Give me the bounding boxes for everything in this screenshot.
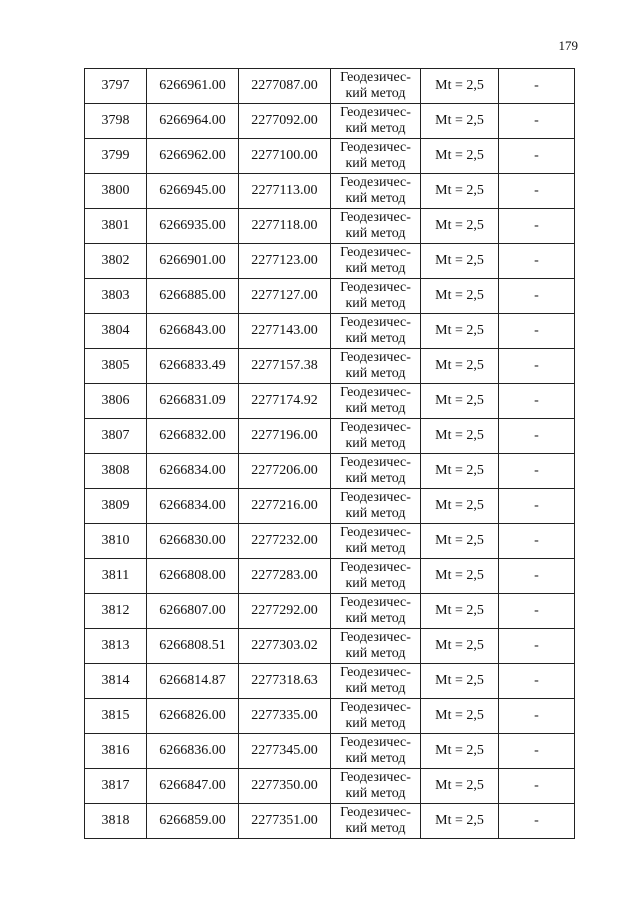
note-cell: -: [499, 279, 575, 314]
accuracy-cell: Mt = 2,5: [421, 384, 499, 419]
y-coordinate-cell: 2277157.38: [239, 349, 331, 384]
method-text-line: кий метод: [345, 471, 406, 486]
method-cell: [331, 314, 421, 349]
x-coordinate-cell: 6266833.49: [147, 349, 239, 384]
method-text-line: кий метод: [345, 716, 406, 731]
y-coordinate-cell: 2277283.00: [239, 559, 331, 594]
accuracy-cell: Mt = 2,5: [421, 594, 499, 629]
y-coordinate-cell: 2277123.00: [239, 244, 331, 279]
method-text-line: Геодезичес-: [340, 700, 411, 715]
method-cell: [331, 174, 421, 209]
y-coordinate-cell: 2277087.00: [239, 69, 331, 104]
method-text-line: Геодезичес-: [340, 140, 411, 155]
x-coordinate-cell: 6266847.00: [147, 769, 239, 804]
method-text-line: Геодезичес-: [340, 455, 411, 470]
y-coordinate-cell: 2277318.63: [239, 664, 331, 699]
note-cell: -: [499, 349, 575, 384]
note-cell: -: [499, 104, 575, 139]
point-number-cell: 3797: [85, 69, 147, 104]
method-text-line: Геодезичес-: [340, 420, 411, 435]
method-cell: [331, 419, 421, 454]
method-text-line: Геодезичес-: [340, 490, 411, 505]
table-row: [85, 629, 575, 664]
method-text-line: кий метод: [345, 296, 406, 311]
table-row: [85, 104, 575, 139]
method-cell: [331, 524, 421, 559]
y-coordinate-cell: 2277350.00: [239, 769, 331, 804]
table-row: [85, 349, 575, 384]
page-number: 179: [558, 38, 578, 53]
table-row: [85, 69, 575, 104]
x-coordinate-cell: 6266832.00: [147, 419, 239, 454]
point-number-cell: 3812: [85, 594, 147, 629]
accuracy-cell: Mt = 2,5: [421, 489, 499, 524]
point-number-cell: 3802: [85, 244, 147, 279]
y-coordinate-cell: 2277196.00: [239, 419, 331, 454]
y-coordinate-cell: 2277345.00: [239, 734, 331, 769]
point-number-cell: 3815: [85, 699, 147, 734]
note-cell: -: [499, 419, 575, 454]
x-coordinate-cell: 6266964.00: [147, 104, 239, 139]
accuracy-cell: Mt = 2,5: [421, 629, 499, 664]
y-coordinate-cell: 2277232.00: [239, 524, 331, 559]
x-coordinate-cell: 6266962.00: [147, 139, 239, 174]
accuracy-cell: Mt = 2,5: [421, 769, 499, 804]
point-number-cell: 3801: [85, 209, 147, 244]
point-number-cell: 3808: [85, 454, 147, 489]
method-cell: [331, 349, 421, 384]
accuracy-cell: Mt = 2,5: [421, 524, 499, 559]
table-row: [85, 419, 575, 454]
method-cell: [331, 629, 421, 664]
method-text-line: кий метод: [345, 121, 406, 136]
note-cell: -: [499, 594, 575, 629]
table-row: [85, 804, 575, 839]
y-coordinate-cell: 2277118.00: [239, 209, 331, 244]
method-cell: [331, 209, 421, 244]
method-text-line: кий метод: [345, 576, 406, 591]
method-text-line: Геодезичес-: [340, 350, 411, 365]
method-text-line: кий метод: [345, 156, 406, 171]
y-coordinate-cell: 2277292.00: [239, 594, 331, 629]
point-number-cell: 3810: [85, 524, 147, 559]
x-coordinate-cell: 6266830.00: [147, 524, 239, 559]
note-cell: -: [499, 244, 575, 279]
table-row: [85, 174, 575, 209]
note-cell: -: [499, 209, 575, 244]
method-text-line: кий метод: [345, 786, 406, 801]
point-number-cell: 3807: [85, 419, 147, 454]
method-text-line: кий метод: [345, 261, 406, 276]
point-number-cell: 3800: [85, 174, 147, 209]
accuracy-cell: Mt = 2,5: [421, 349, 499, 384]
method-text-line: Геодезичес-: [340, 280, 411, 295]
method-text-line: кий метод: [345, 366, 406, 381]
method-cell: [331, 594, 421, 629]
x-coordinate-cell: 6266945.00: [147, 174, 239, 209]
method-cell: [331, 804, 421, 839]
accuracy-cell: Mt = 2,5: [421, 174, 499, 209]
x-coordinate-cell: 6266901.00: [147, 244, 239, 279]
point-number-cell: 3814: [85, 664, 147, 699]
method-text-line: Геодезичес-: [340, 70, 411, 85]
point-number-cell: 3798: [85, 104, 147, 139]
point-number-cell: 3806: [85, 384, 147, 419]
method-text-line: Геодезичес-: [340, 175, 411, 190]
x-coordinate-cell: 6266807.00: [147, 594, 239, 629]
accuracy-cell: Mt = 2,5: [421, 279, 499, 314]
table-row: [85, 244, 575, 279]
y-coordinate-cell: 2277206.00: [239, 454, 331, 489]
method-cell: [331, 454, 421, 489]
point-number-cell: 3818: [85, 804, 147, 839]
point-number-cell: 3804: [85, 314, 147, 349]
note-cell: -: [499, 384, 575, 419]
method-text-line: кий метод: [345, 751, 406, 766]
method-text-line: кий метод: [345, 611, 406, 626]
method-cell: [331, 699, 421, 734]
method-text-line: кий метод: [345, 541, 406, 556]
method-text-line: кий метод: [345, 506, 406, 521]
method-cell: [331, 734, 421, 769]
method-text-line: Геодезичес-: [340, 805, 411, 820]
method-text-line: кий метод: [345, 226, 406, 241]
x-coordinate-cell: 6266836.00: [147, 734, 239, 769]
note-cell: -: [499, 139, 575, 174]
table-row: [85, 139, 575, 174]
x-coordinate-cell: 6266826.00: [147, 699, 239, 734]
note-cell: -: [499, 804, 575, 839]
method-cell: [331, 279, 421, 314]
note-cell: -: [499, 69, 575, 104]
x-coordinate-cell: 6266935.00: [147, 209, 239, 244]
method-cell: [331, 139, 421, 174]
table-row: [85, 769, 575, 804]
note-cell: -: [499, 734, 575, 769]
note-cell: -: [499, 559, 575, 594]
table-row: [85, 454, 575, 489]
x-coordinate-cell: 6266808.00: [147, 559, 239, 594]
y-coordinate-cell: 2277143.00: [239, 314, 331, 349]
method-text-line: кий метод: [345, 86, 406, 101]
method-text-line: кий метод: [345, 646, 406, 661]
point-number-cell: 3811: [85, 559, 147, 594]
method-text-line: Геодезичес-: [340, 105, 411, 120]
table-row: [85, 524, 575, 559]
method-text-line: кий метод: [345, 401, 406, 416]
y-coordinate-cell: 2277351.00: [239, 804, 331, 839]
method-cell: [331, 244, 421, 279]
table-row: [85, 559, 575, 594]
table-row: [85, 594, 575, 629]
method-text-line: кий метод: [345, 821, 406, 836]
method-cell: [331, 559, 421, 594]
accuracy-cell: Mt = 2,5: [421, 244, 499, 279]
point-number-cell: 3813: [85, 629, 147, 664]
coordinates-table: [84, 68, 575, 839]
method-text-line: Геодезичес-: [340, 735, 411, 750]
accuracy-cell: Mt = 2,5: [421, 699, 499, 734]
table-row: [85, 384, 575, 419]
y-coordinate-cell: 2277174.92: [239, 384, 331, 419]
x-coordinate-cell: 6266834.00: [147, 454, 239, 489]
method-text-line: кий метод: [345, 191, 406, 206]
point-number-cell: 3799: [85, 139, 147, 174]
point-number-cell: 3816: [85, 734, 147, 769]
x-coordinate-cell: 6266843.00: [147, 314, 239, 349]
accuracy-cell: Mt = 2,5: [421, 804, 499, 839]
note-cell: -: [499, 174, 575, 209]
point-number-cell: 3809: [85, 489, 147, 524]
method-cell: [331, 69, 421, 104]
accuracy-cell: Mt = 2,5: [421, 314, 499, 349]
note-cell: -: [499, 699, 575, 734]
x-coordinate-cell: 6266808.51: [147, 629, 239, 664]
method-text-line: Геодезичес-: [340, 210, 411, 225]
y-coordinate-cell: 2277335.00: [239, 699, 331, 734]
x-coordinate-cell: 6266961.00: [147, 69, 239, 104]
method-cell: [331, 384, 421, 419]
y-coordinate-cell: 2277092.00: [239, 104, 331, 139]
point-number-cell: 3805: [85, 349, 147, 384]
x-coordinate-cell: 6266831.09: [147, 384, 239, 419]
method-text-line: кий метод: [345, 436, 406, 451]
accuracy-cell: Mt = 2,5: [421, 664, 499, 699]
method-text-line: кий метод: [345, 681, 406, 696]
table-row: [85, 279, 575, 314]
method-text-line: Геодезичес-: [340, 665, 411, 680]
note-cell: -: [499, 314, 575, 349]
table-row: [85, 734, 575, 769]
method-text-line: Геодезичес-: [340, 385, 411, 400]
y-coordinate-cell: 2277113.00: [239, 174, 331, 209]
note-cell: -: [499, 664, 575, 699]
table-row: [85, 209, 575, 244]
method-cell: [331, 104, 421, 139]
accuracy-cell: Mt = 2,5: [421, 734, 499, 769]
note-cell: -: [499, 629, 575, 664]
table-row: [85, 664, 575, 699]
accuracy-cell: Mt = 2,5: [421, 104, 499, 139]
note-cell: -: [499, 769, 575, 804]
accuracy-cell: Mt = 2,5: [421, 209, 499, 244]
y-coordinate-cell: 2277127.00: [239, 279, 331, 314]
x-coordinate-cell: 6266885.00: [147, 279, 239, 314]
accuracy-cell: Mt = 2,5: [421, 69, 499, 104]
method-text-line: Геодезичес-: [340, 315, 411, 330]
x-coordinate-cell: 6266859.00: [147, 804, 239, 839]
method-cell: [331, 489, 421, 524]
note-cell: -: [499, 454, 575, 489]
method-text-line: Геодезичес-: [340, 245, 411, 260]
accuracy-cell: Mt = 2,5: [421, 454, 499, 489]
coordinates-table-body: [85, 69, 575, 839]
method-text-line: Геодезичес-: [340, 630, 411, 645]
method-text-line: Геодезичес-: [340, 525, 411, 540]
x-coordinate-cell: 6266834.00: [147, 489, 239, 524]
method-text-line: Геодезичес-: [340, 770, 411, 785]
table-row: [85, 314, 575, 349]
accuracy-cell: Mt = 2,5: [421, 139, 499, 174]
point-number-cell: 3817: [85, 769, 147, 804]
method-text-line: кий метод: [345, 331, 406, 346]
y-coordinate-cell: 2277100.00: [239, 139, 331, 174]
method-text-line: Геодезичес-: [340, 595, 411, 610]
point-number-cell: 3803: [85, 279, 147, 314]
method-cell: [331, 769, 421, 804]
note-cell: -: [499, 524, 575, 559]
method-cell: [331, 664, 421, 699]
x-coordinate-cell: 6266814.87: [147, 664, 239, 699]
accuracy-cell: Mt = 2,5: [421, 419, 499, 454]
table-row: [85, 699, 575, 734]
note-cell: -: [499, 489, 575, 524]
accuracy-cell: Mt = 2,5: [421, 559, 499, 594]
method-text-line: Геодезичес-: [340, 560, 411, 575]
y-coordinate-cell: 2277303.02: [239, 629, 331, 664]
y-coordinate-cell: 2277216.00: [239, 489, 331, 524]
table-row: [85, 489, 575, 524]
